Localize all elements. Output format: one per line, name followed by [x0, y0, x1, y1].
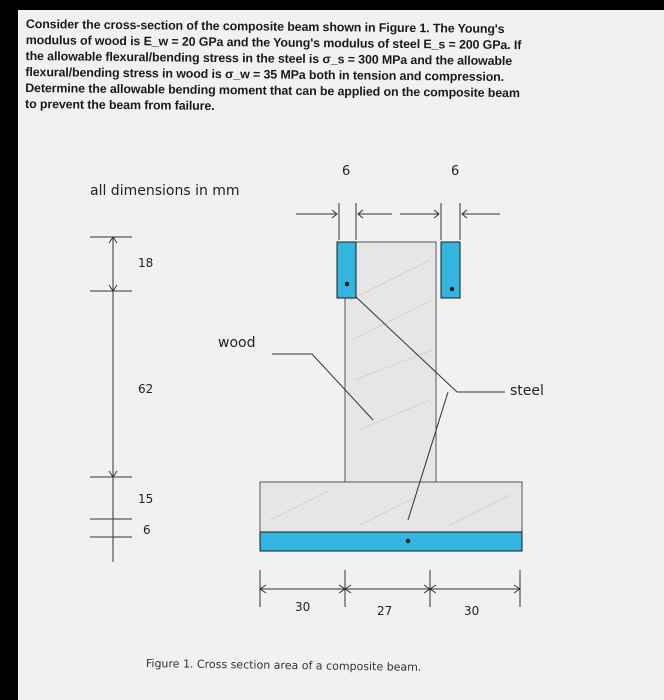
left-dim-6: 6	[143, 523, 151, 537]
bottom-dim-30-left: 30	[295, 600, 311, 614]
problem-line: modulus of wood is E_w = 20 GPa and the Young's modulus of steel E_s = 200 GPa. If	[25, 32, 522, 53]
left-dim-18: 18	[138, 256, 154, 270]
steel-dot-right	[450, 287, 454, 291]
steel-dot-bottom	[406, 539, 410, 543]
bottom-dim-30-right: 30	[464, 604, 480, 618]
left-dim-15: 15	[138, 492, 154, 506]
top-dim-left: 6	[342, 164, 351, 179]
steel-dot-left	[345, 282, 349, 286]
steel-plate-bottom	[260, 532, 522, 551]
bottom-dim-27: 27	[377, 604, 393, 618]
problem-line: the allowable flexural/bending stress in the steel is σ_s = 300 MPa and the allowable	[25, 48, 513, 69]
figure-note: all dimensions in mm	[90, 183, 240, 199]
left-dimensions	[90, 237, 132, 562]
wood-flange	[260, 482, 522, 532]
figure-caption: Figure 1. Cross section area of a composite beam.	[145, 657, 422, 674]
wood-web	[345, 242, 436, 484]
top-dim-right: 6	[451, 164, 460, 179]
top-dimensions	[296, 203, 500, 240]
left-dim-62: 62	[138, 382, 154, 396]
problem-line: to prevent the beam from failure.	[25, 96, 215, 113]
problem-line: Consider the cross-section of the composite beam shown in Figure 1. The Young's	[25, 16, 505, 37]
label-steel: steel	[510, 383, 544, 399]
problem-line: flexural/bending stress in wood is σ_w = 35 MPa both in tension and compression.	[25, 64, 505, 85]
label-wood: wood	[218, 335, 256, 351]
problem-line: Determine the allowable bending moment that can be applied on the composite beam	[25, 80, 520, 101]
steel-plate-left	[337, 242, 356, 298]
